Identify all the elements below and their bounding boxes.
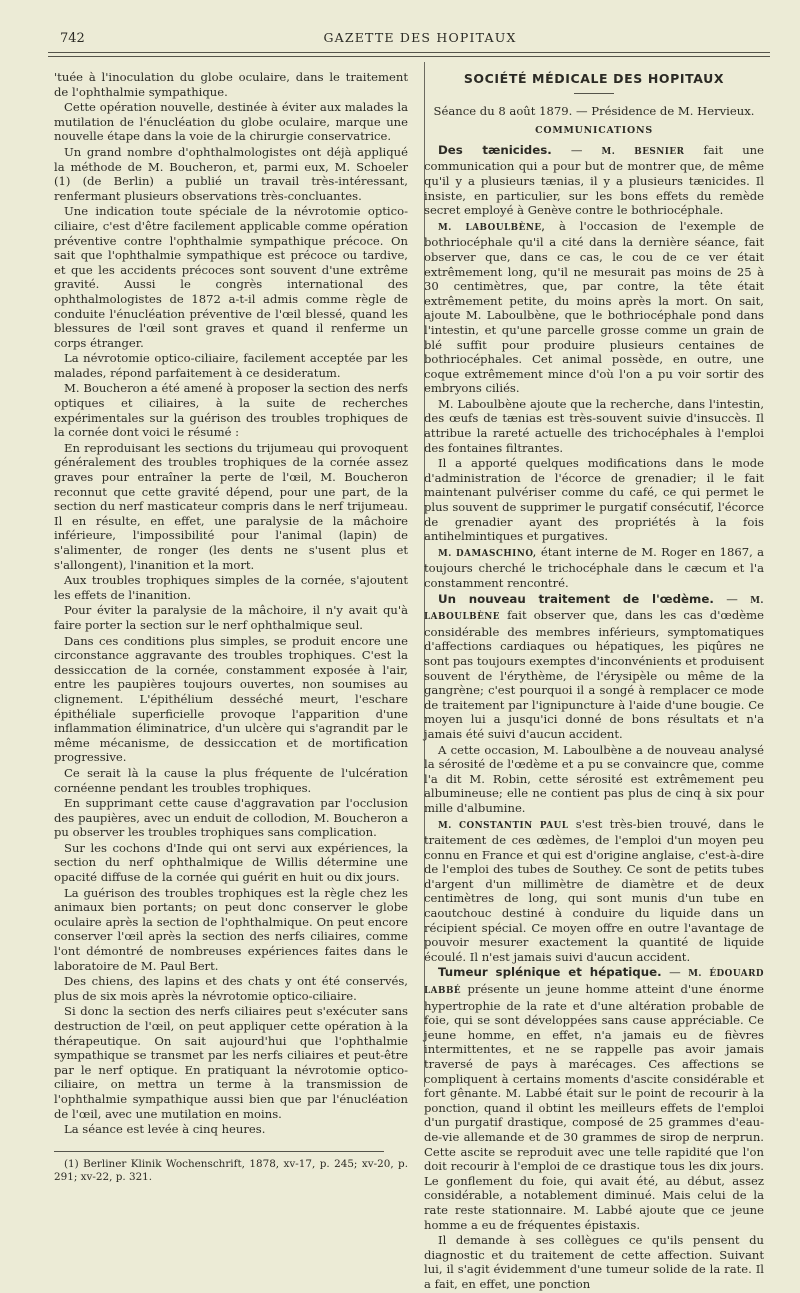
paragraph-text: présente un jeune homme atteint d'une énorme hypertrophie de la rate et d'une altération probable de foie, qui se sont développées sans cause appréciable. Ce jeune homme, en effet, n'a jamais eu de fièvres intermittentes, et ne se rappelle pas avoir jamais traversé de pays à marécages. Ces affections se compliquent à certains moments d'ascite considérable et fort gênante. M. Labbé était sur le point de recourir à la ponction, quand il obtint les meilleurs effets de l'emploi d'un purgatif drastique, composé de 25 grammes d'eau-de-vie allemande et de 30 grammes de sirop de nerprun. Cette ascite se reproduit avec une telle rapidité que l'on doit recourir à l'emploi de ce drastique tous les dix jours. Le gonflement du foie, qui avait été, au début, assez considérable, a notablement diminué. Mais celui de la rate reste stationnaire. M. Labbé ajoute que ce jeune homme a eu de fréquentes épistaxis. bbox=[424, 982, 764, 1232]
author-name: M. DAMASCHINO, bbox=[438, 548, 537, 559]
paragraph-text: fait une communication qui a pour but de montrer que, de même qu'il y a plusieurs tænias, il y a plusieurs tænicides. Il insiste, en particulier, sur les bons effets du remède secret employé à Genève contre le bothriocéphale. bbox=[424, 142, 764, 218]
paragraph: Dans ces conditions plus simples, se produit encore une circonstance aggravante des troubles trophiques. C'est la dessiccation de la cornée, constamment exposée à l'air, entre les paupières toujours ouvertes, non soumises au clignement. L'épithélium desséché meurt, l'eschare épithéliale superficielle provoque l'apparition d'une inflammation éliminatrice, d'un ulcère qui s'agrandit par le même mécanisme, de dessiccation et de mortification progressive. bbox=[54, 633, 408, 765]
header-rule-lower bbox=[48, 56, 770, 57]
paragraph: Pour éviter la paralysie de la mâchoire, il n'y avait qu'à faire porter la section sur le nerf ophthalmique seul. bbox=[54, 603, 408, 632]
seance-line: Séance du 8 août 1879. — Présidence de M. Hervieux. bbox=[433, 103, 755, 118]
paragraph: Un nouveau traitement de l'œdème. — M. LABOULBÈNE fait observer que, dans les cas d'œdème considérable des membres inférieurs, symptomatiques d'affections cardiaques ou hépatiques, les piqûres ne sont pas toujours exemptes d'inconvénients et produisent souvent de l'érythème, de l'érysipèle ou même de la gangrène; c'est pourquoi il a songé à remplacer ce mode de traitement par l'ignipuncture à l'aide d'une bougie. Ce moyen lui a jusqu'ici donné de bons résultats et n'a jamais été suivi d'aucun accident. bbox=[424, 591, 764, 741]
paragraph: En reproduisant les sections du trijumeau qui provoquent généralement des troubles trophiques de la cornée assez graves pour entraîner la perte de l'œil, M. Boucheron reconnut que cette gravité dépend, pour une part, de la section du nerf masticateur compris dans le nerf trijumeau. Il en résulte, en effet, une paralysie de la mâchoire inférieure, l'impossibilité pour l'animal (lapin) de s'alimenter, de ronger (les dents ne s'usent plus et s'allongent), l'inanition et la mort. bbox=[54, 440, 408, 572]
author-name: M. CONSTANTIN PAUL bbox=[438, 820, 569, 831]
paragraph bbox=[424, 219, 764, 396]
runin-title: Tumeur splénique et hépatique. bbox=[438, 965, 662, 980]
page-number: 742 bbox=[60, 31, 85, 46]
paragraph: Ce serait là la cause la plus fréquente de l'ulcération cornéenne pendant les troubles trophiques. bbox=[54, 765, 408, 795]
footnote: (1) Berliner Klinik Wochenschrift, 1878, xv-17, p. 245; xv-20, p. 291; xv-22, p. 321. bbox=[54, 1157, 408, 1183]
page-header bbox=[48, 30, 760, 50]
paragraph-text: étant interne de M. Roger en 1867, a toujours cherché le trichocéphale dans le cæcum et l'a constamment rencontré. bbox=[424, 544, 764, 590]
paragraph: M. Boucheron a été amené à proposer la section des nerfs optiques et ciliaires, à la suite de recherches expérimentales sur la guérison des troubles trophiques de la cornée dont voici le résumé : bbox=[54, 381, 408, 440]
paragraph: La guérison des troubles trophiques est la règle chez les animaux bien portants; on peut donc conserver le globe oculaire après la section de l'ophthalmique. On peut encore conserver l'œil après la section des nerfs ciliaires, comme l'ont démontré de nombreuses expériences faites dans le laboratoire de M. Paul Bert. bbox=[54, 885, 408, 973]
paragraph: 'tuée à l'inoculation du globe oculaire, dans le traitement de l'ophthalmie sympathique. bbox=[54, 70, 408, 99]
runin-title: Un nouveau traitement de l'œdème. bbox=[438, 591, 714, 606]
runin-title: Des tænicides. bbox=[438, 142, 552, 157]
paragraph bbox=[424, 817, 764, 965]
paragraph: Aux troubles trophiques simples de la cornée, s'ajoutent les effets de l'inanition. bbox=[54, 573, 408, 602]
author-name: M. ÉDOUARD LABBÉ bbox=[424, 969, 765, 997]
section-title-rule bbox=[574, 93, 614, 94]
journal-title: GAZETTE DES HOPITAUX bbox=[323, 30, 517, 45]
paragraph: Il demande à ses collègues ce qu'ils pensent du diagnostic et du traitement de cette affection. Suivant lui, il s'agit évidemment d'une tumeur solide de la rate. Il a fait, en effet, une ponction bbox=[424, 1233, 764, 1291]
header-rule bbox=[48, 52, 770, 53]
paragraph: Un grand nombre d'ophthalmologistes ont déjà appliqué la méthode de M. Boucheron, et, parmi eux, M. Schoeler (1) (de Berlin) a publié un travail très-intéressant, renfermant plusieurs observations très-concluantes. bbox=[54, 144, 408, 203]
paragraph: Sur les cochons d'Inde qui ont servi aux expériences, la section du nerf ophthalmique de Willis détermine une opacité diffuse de la cornée qui guérit en huit ou dix jours. bbox=[54, 840, 408, 885]
paragraph-text: à l'occasion de l'exemple de bothriocéphale qu'il a cité dans la dernière séance, fait observer que, dans ce cas, le cou de ce ver était extrêmement long, qu'il ne mesurait pas moins de 25 à 30 centimètres, que, par contre, la tête était extrêmement petite, du moins après la mort. On sait, ajoute M. Laboulbène, que le bothriocéphale pond dans l'intestin, et qu'une parcelle grosse comme un grain de blé suffit pour produire plusieurs centaines de bothriocéphales. Cet animal possède, en outre, une coque extrêmement mince d'où l'on a pu voir sortir des embryons ciliés. bbox=[424, 218, 764, 396]
paragraph-text: fait observer que, dans les cas d'œdème considérable des membres inférieurs, symptomatiques d'affections cardiaques ou hépatiques, les piqûres ne sont pas toujours exemptes d'inconvénients et produisent souvent de l'érythème, de l'érysipèle ou même de la gangrène; c'est pourquoi il a songé à remplacer ce mode de traitement par l'ignipuncture à l'aide d'une bougie. Ce moyen lui a jusqu'ici donné de bons résultats et n'a jamais été suivi d'aucun accident. bbox=[424, 608, 764, 741]
author-name: M. LABOULBÈNE, bbox=[438, 222, 546, 233]
section-title: SOCIÉTÉ MÉDICALE DES HOPITAUX bbox=[463, 71, 725, 86]
paragraph: En supprimant cette cause d'aggravation par l'occlusion des paupières, avec un enduit de collodion, M. Boucheron a pu observer les troubles trophiques sans complication. bbox=[54, 796, 408, 840]
paragraph: Tumeur splénique et hépatique. — M. ÉDOUARD LABBÉ présente un jeune homme atteint d'une énorme hypertrophie de la rate et d'une altération probable de foie, qui se sont développées sans cause appréciable. Ce jeune homme, en effet, n'a jamais eu de fièvres intermittentes, et ne se rappelle pas avoir jamais traversé de pays à marécages. Ces affections se compliquent à certains moments d'ascite considérable et fort gênante. M. Labbé était sur le point de recourir à la ponction, quand il obtint les meilleurs effets de l'emploi d'un purgatif drastique, composé de 25 grammes d'eau-de-vie allemande et de 30 grammes de sirop de nerprun. Cette ascite se reproduit avec une telle rapidité que l'on doit recourir à l'emploi de ce drastique tous les dix jours. Le gonflement du foie, qui avait été, au début, assez considérable, a notablement diminué. Mais celui de la rate reste stationnaire. M. Labbé ajoute que ce jeune homme a eu de fréquentes épistaxis. bbox=[424, 965, 765, 1232]
footnote-rule bbox=[54, 1151, 384, 1152]
paragraph: Si donc la section des nerfs ciliaires peut s'exécuter sans destruction de l'œil, on peut appliquer cette opération à la thérapeutique. On sait aujourd'hui que l'ophthalmie sympathique se transmet par les nerfs ciliaires et peut-être par le nerf optique. En pratiquant la névrotomie optico-ciliaire, on mettra un terme à la transmission de l'ophthalmie sympathique aussi bien que par l'énucléation de l'œil, avec une mutilation en moins. bbox=[54, 1004, 408, 1121]
paragraph: Cette opération nouvelle, destinée à éviter aux malades la mutilation de l'énucléation du globe oculaire, marque une nouvelle étape dans la voie de la chirurgie conservatrice. bbox=[54, 100, 408, 144]
author-name: M. LABOULBÈNE bbox=[424, 595, 764, 623]
paragraph: Des tænicides. — M. BESNIER fait une communication qui a pour but de montrer que, de même qu'il y a plusieurs tænias, il y a plusieurs tænicides. Il insiste, en particulier, sur les bons effets du remède secret employé à Genève contre le bothriocéphale. bbox=[424, 142, 764, 218]
paragraph: Des chiens, des lapins et des chats y ont été conservés, plus de six mois après la névrotomie optico-ciliaire. bbox=[54, 974, 408, 1003]
paragraph: A cette occasion, M. Laboulbène a de nouveau analysé la sérosité de l'œdème et a pu se convaincre que, comme l'a dit M. Robin, cette sérosité est extrêmement peu albumineuse; elle ne contient pas plus de cinq à six pour mille d'albumine. bbox=[424, 742, 764, 815]
paragraph: Une indication toute spéciale de la névrotomie optico-ciliaire, c'est d'être facilement applicable comme opération préventive contre l'ophthalmie sympathique précoce. On sait que l'ophthalmie sympathique est précoce ou tardive, et que les accidents précoces sont souvent d'une extrême gravité. Aussi le congrès international des ophthalmologistes de 1872 a-t-il admis comme règle de conduite l'énucléation préventive de l'œil blessé, quand les blessures de l'œil sont graves et quand il renferme un corps étranger. bbox=[54, 204, 408, 350]
closing-line: La séance est levée à cinq heures. bbox=[64, 1122, 266, 1137]
left-column bbox=[54, 70, 408, 1185]
paragraph-text: s'est très-bien trouvé, dans le traitement de ces œdèmes, de l'emploi d'un moyen peu connu en France et qui est d'origine anglaise, c'est-à-dire de l'emploi des tubes de Southey. Ce sont de petits tubes d'argent d'un millimètre de diamètre et de deux centimètres de long, qui sont munis d'un tube en caoutchouc destiné à conduire du liquide dans un récipient spécial. Ce moyen offre en outre l'avantage de pouvoir mesurer exactement la quantité de liquide écoulé. Il n'est jamais suivi d'aucun accident. bbox=[424, 816, 764, 964]
author-name: M. BESNIER bbox=[601, 146, 685, 157]
paragraph: La névrotomie optico-ciliaire, facilement acceptée par les malades, répond parfaitement à ce desideratum. bbox=[54, 351, 408, 380]
communications-heading: COMMUNICATIONS bbox=[535, 125, 653, 137]
right-column bbox=[424, 70, 764, 1293]
paragraph bbox=[424, 545, 764, 591]
paragraph: Il a apporté quelques modifications dans le mode d'administration de l'écorce de grenadier; il le fait maintenant pulvériser comme du café, ce qui permet le plus souvent de supprimer le purgatif consécutif, l'écorce de grenadier ayant des propriétés à la fois antihelmintiques et purgatives. bbox=[424, 456, 764, 544]
paragraph: M. Laboulbène ajoute que la recherche, dans l'intestin, des œufs de tænias est très-souvent suivie d'insuccès. Il attribue la rareté actuelle des trichocéphales à l'emploi des fontaines filtrantes. bbox=[424, 396, 764, 455]
